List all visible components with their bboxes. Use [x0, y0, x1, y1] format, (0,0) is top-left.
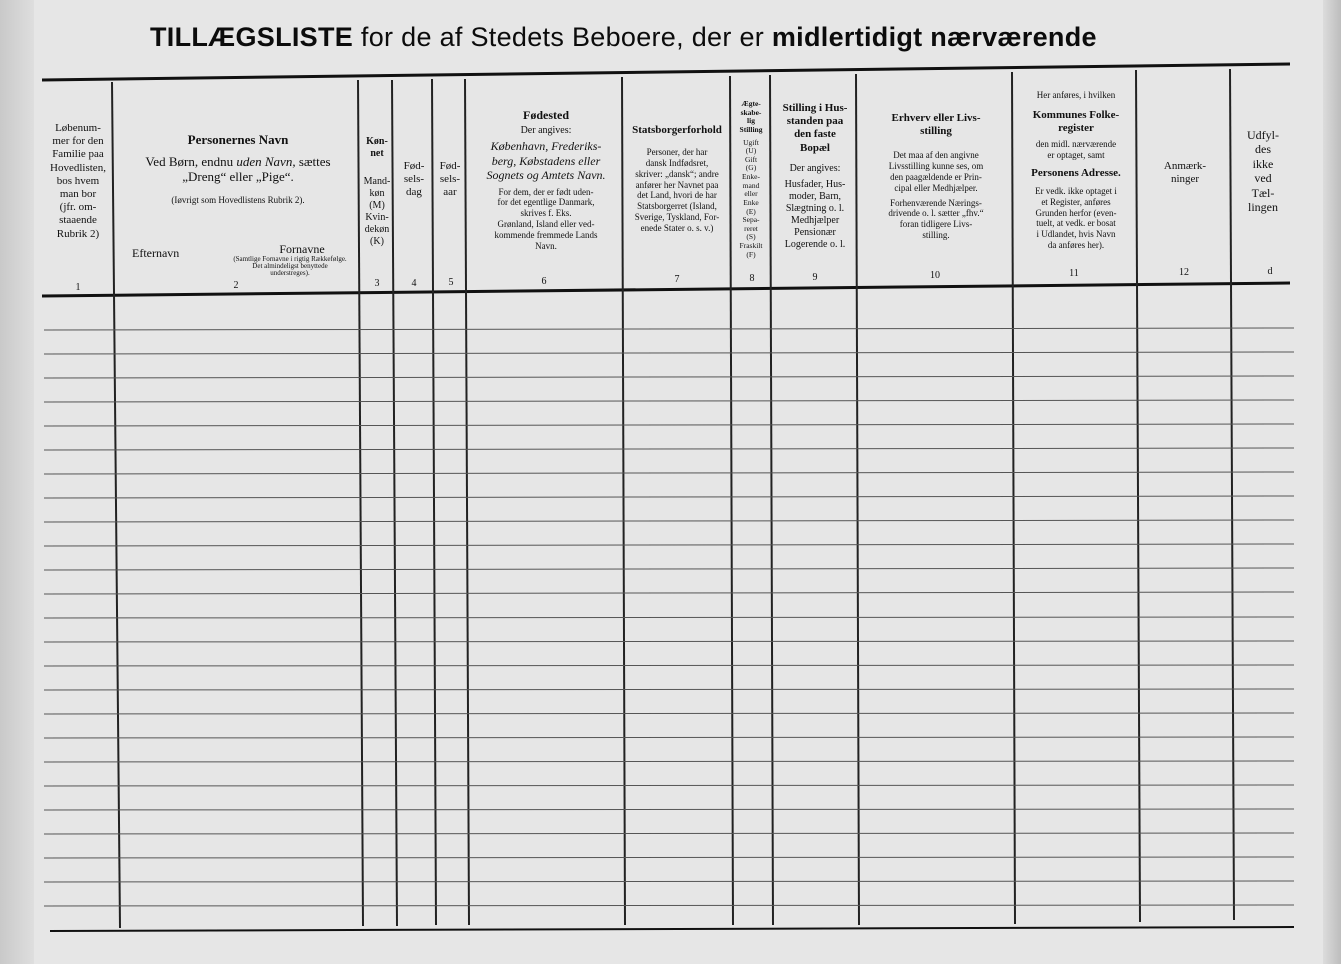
row-line — [44, 881, 1294, 882]
col-9-text2: Husfader, Hus- moder, Barn, Slægtning o. l. Medhjælper Pensionær Logerende o. l. — [784, 178, 846, 250]
col-6-text3: For dem, der er født uden- for det egentlige Danmark, skrives f. Eks. Grønland, Island eller ved- kommende fremmede Lands Navn. — [494, 186, 598, 251]
row-line — [44, 376, 1294, 378]
col-num-11: 11 — [1069, 268, 1079, 279]
row-line — [44, 905, 1294, 906]
title-part1: TILLÆGSLISTE — [150, 22, 354, 52]
row-line — [44, 352, 1294, 354]
row-line — [44, 520, 1294, 522]
col-2-line1-a: Ved Børn, endnu — [145, 153, 234, 169]
col-num-3: 3 — [374, 278, 380, 289]
bottom-rule — [50, 927, 1294, 931]
col-7-heading: Statsborgerforhold — [632, 124, 722, 136]
col-8-header — [732, 100, 770, 259]
row-lines — [44, 328, 1294, 906]
row-line — [44, 833, 1294, 834]
row-line — [44, 568, 1294, 570]
col-2-line1-b: sættes — [298, 153, 331, 169]
col-11-heading2: Personens Adresse. — [1031, 166, 1121, 179]
row-line — [44, 448, 1294, 450]
col-num-7: 7 — [674, 274, 680, 285]
col-3-header — [361, 124, 393, 248]
col-8-text: Ugift (U) Gift (G) Enke- mand eller Enke (E) Sepa- reret (S) Fraskilt (F) — [739, 137, 763, 259]
col-6-heading: Fødested — [523, 108, 569, 122]
row-line — [44, 617, 1294, 618]
col-10-text2: Forhenværende Nærings- drivende o. l. sætter „fhv.“ foran tidligere Livs- stilling. — [888, 197, 984, 240]
col-num-8: 8 — [749, 273, 755, 284]
col-11-pre: Her anføres, i hvilken — [1036, 90, 1116, 100]
top-rule — [42, 64, 1290, 80]
col-11-heading: Kommunes Folke- register — [1032, 108, 1120, 134]
row-line — [44, 400, 1294, 402]
col-num-4: 4 — [411, 278, 417, 289]
col-11-header — [1015, 90, 1137, 251]
col-7-header — [624, 124, 730, 234]
col-num-d: d — [1267, 266, 1273, 277]
col-10-heading: Erhverv eller Livs- stilling — [891, 112, 981, 138]
row-line — [44, 761, 1294, 762]
row-line — [44, 737, 1294, 738]
col-11-text1: den midl. nærværende er optaget, samt — [1035, 139, 1117, 160]
title-part3: midlertidigt nærværende — [771, 22, 1097, 52]
col-sep-1 — [112, 82, 120, 928]
col-12-header: Anmærk- ninger — [1163, 160, 1207, 186]
col-1-header: Løbenum- mer for den Familie paa Hovedlisten, bos hvem man bor (jfr. om- staaende Rubrik 2) — [50, 122, 106, 240]
col-6-text1: Der angives: — [520, 125, 572, 137]
col-5-header: Fød- sels- aar — [439, 160, 461, 199]
row-line — [44, 328, 1294, 330]
col-2-line2: „Dreng“ eller „Pige“. — [182, 169, 294, 185]
col-9-text1: Der angives: — [789, 162, 841, 174]
col-3-text: Mand- køn (M) Kvin- dekøn (K) — [363, 176, 391, 247]
row-line — [44, 689, 1294, 690]
col-2-sub-right: Fornavne — [279, 242, 325, 256]
row-line — [44, 665, 1294, 666]
title-part2: for de af Stedets Beboere, der er — [360, 22, 765, 52]
col-3-heading: Køn- net — [366, 136, 388, 159]
col-6-text2: København, Frederiks- berg, Købstadens eller Sognets og Amtets Navn. — [486, 139, 606, 183]
col-num-2: 2 — [233, 280, 239, 291]
col-10-text1: Det maa af den angivne Livsstilling kunne ses, om den paagældende er Prin- cipal eller Medhjælper. — [888, 150, 984, 193]
row-line — [44, 592, 1294, 594]
col-2-heading: Personernes Navn — [187, 132, 289, 147]
row-line — [44, 544, 1294, 546]
col-11-text2: Er vedk. ikke optaget i et Register, anføres Grunden herfor (even- tuelt, at vedk. er bosat i Udlandet, hvis Navn da anføres her). — [1035, 185, 1117, 250]
col-2-note: (Iøvrigt som Hovedlistens Rubrik 2). — [171, 194, 305, 205]
row-line — [44, 857, 1294, 858]
col-7-text: Personer, der har dansk Indfødsret, skriver: „dansk“; andre anfører her Navnet paa det Land, hvori de har Statsborgerret (Island, Sverige, Tyskland, For- enede Stater o. s. v.) — [634, 147, 720, 233]
row-line — [44, 424, 1294, 426]
col-num-10: 10 — [930, 270, 940, 281]
col-10-header — [860, 112, 1012, 241]
row-line — [44, 496, 1294, 498]
col-num-1: 1 — [75, 282, 81, 293]
col-9-heading: Stilling i Hus- standen paa den faste Bopæl — [782, 102, 848, 154]
col-sep-5 — [465, 79, 469, 925]
row-line — [44, 713, 1294, 714]
col-2-sub-left: Efternavn — [132, 246, 180, 260]
col-num-9: 9 — [812, 272, 818, 283]
col-d-header: Udfyl- des ikke ved Tæl- lingen — [1247, 128, 1279, 214]
col-9-header — [773, 102, 857, 251]
col-2-line1 — [120, 154, 356, 170]
row-line — [44, 809, 1294, 810]
row-line — [44, 641, 1294, 642]
col-2-header — [120, 132, 356, 206]
row-line — [44, 785, 1294, 786]
col-6-header — [472, 108, 620, 251]
col-sep-4 — [432, 79, 436, 925]
col-8-heading: Ægte- skabe- lig Stilling — [739, 99, 763, 134]
col-2-sub-note: (Samtlige Fornavne i rigtig Rækkefølge. Det almindeligst benyttede understreges). — [233, 255, 347, 277]
col-num-5: 5 — [448, 277, 454, 288]
col-2-line1-italic: uden Navn, — [236, 153, 296, 169]
col-num-12: 12 — [1179, 267, 1189, 278]
col-4-header: Fød- sels- dag — [403, 160, 425, 199]
col-num-6: 6 — [541, 276, 547, 287]
row-line — [44, 472, 1294, 474]
